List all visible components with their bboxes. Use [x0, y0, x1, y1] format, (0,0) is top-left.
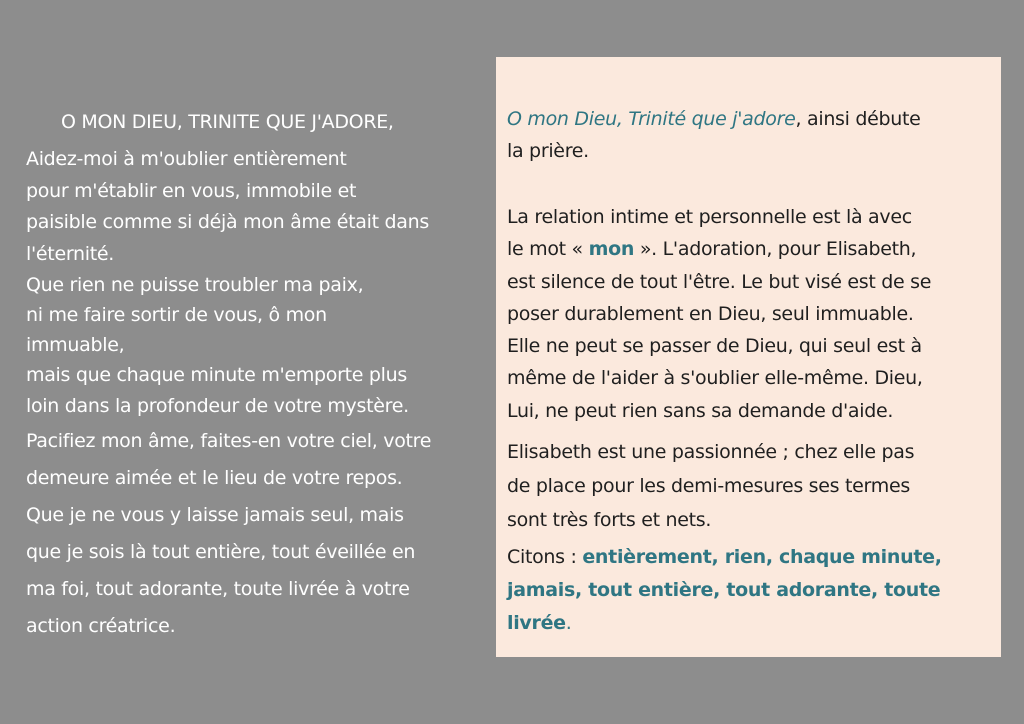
commentary-line: Lui, ne peut rien sans sa demande d'aide. — [507, 399, 894, 422]
prayer-line: mais que chaque minute m'emporte plus — [26, 364, 407, 386]
prayer-line: paisible comme si déjà mon âme était dans — [26, 211, 429, 233]
prayer-stanza — [26, 360, 496, 423]
commentary-line: la prière. — [507, 140, 589, 162]
prayer-stanza — [26, 423, 496, 497]
commentary-line — [507, 541, 991, 574]
prayer-line: que je sois là tout entière, tout éveillée en — [26, 540, 416, 563]
cited-words: jamais, tout entière, tout adorante, toute — [507, 579, 941, 602]
commentary-line: de place pour les demi-mesures ses termes — [507, 475, 910, 498]
prayer-title: O MON DIEU, TRINITE QUE J'ADORE, — [61, 111, 394, 133]
commentary-passion — [507, 435, 991, 537]
commentary-line — [507, 607, 991, 640]
citons-end: . — [565, 612, 572, 635]
prayer-stanza — [26, 270, 496, 360]
commentary-citons — [507, 541, 991, 640]
prayer-line: l'éternité. — [26, 242, 115, 265]
highlighted-word-mon: mon — [588, 238, 635, 261]
prayer-line: loin dans la profondeur de votre mystère. — [26, 395, 409, 418]
prayer-line: immuable, — [26, 334, 125, 356]
cited-words: livrée — [507, 612, 566, 635]
word-prefix: le mot « — [507, 238, 589, 261]
prayer-quote: O mon Dieu, Trinité que j'adore — [507, 108, 796, 130]
prayer-text-panel — [26, 100, 496, 645]
prayer-line: Aidez-moi à m'oublier entièrement — [26, 148, 347, 170]
commentary-line: La relation intime et personnelle est là avec — [507, 206, 912, 228]
commentary-line: poser durablement en Dieu, seul immuable. — [507, 302, 914, 325]
commentary-line: est silence de tout l'être. Le but visé est de se — [507, 270, 932, 293]
prayer-line: ma foi, tout adorante, toute livrée à votre — [26, 577, 410, 600]
prayer-line: ni me faire sortir de vous, ô mon — [26, 304, 327, 326]
prayer-line: demeure aimée et le lieu de votre repos. — [26, 466, 403, 489]
prayer-line: action créatrice. — [26, 614, 176, 637]
commentary-line: même de l'aider à s'oublier elle-même. Dieu, — [507, 367, 923, 390]
intro-rest: , ainsi débute — [795, 108, 921, 130]
commentary-relation — [507, 201, 991, 427]
word-suffix: ». L'adoration, pour Elisabeth, — [634, 238, 917, 261]
prayer-line: Pacifiez mon âme, faites-en votre ciel, votre — [26, 429, 432, 452]
commentary-line — [507, 233, 991, 265]
commentary-line — [507, 103, 991, 135]
citons-label: Citons : — [507, 546, 583, 569]
cited-words: entièrement, rien, chaque minute, — [582, 546, 942, 569]
commentary-intro — [507, 103, 991, 167]
prayer-line: pour m'établir en vous, immobile et — [26, 179, 357, 202]
commentary-line: sont très forts et nets. — [507, 509, 712, 532]
commentary-line: Elle ne peut se passer de Dieu, qui seul est à — [507, 335, 922, 358]
commentary-line: Elisabeth est une passionnée ; chez elle pas — [507, 441, 915, 464]
prayer-stanza — [26, 497, 496, 645]
commentary-panel — [496, 57, 1001, 657]
prayer-line: Que je ne vous y laisse jamais seul, mais — [26, 503, 404, 526]
prayer-stanza — [26, 144, 496, 270]
prayer-line: Que rien ne puisse troubler ma paix, — [26, 274, 364, 296]
